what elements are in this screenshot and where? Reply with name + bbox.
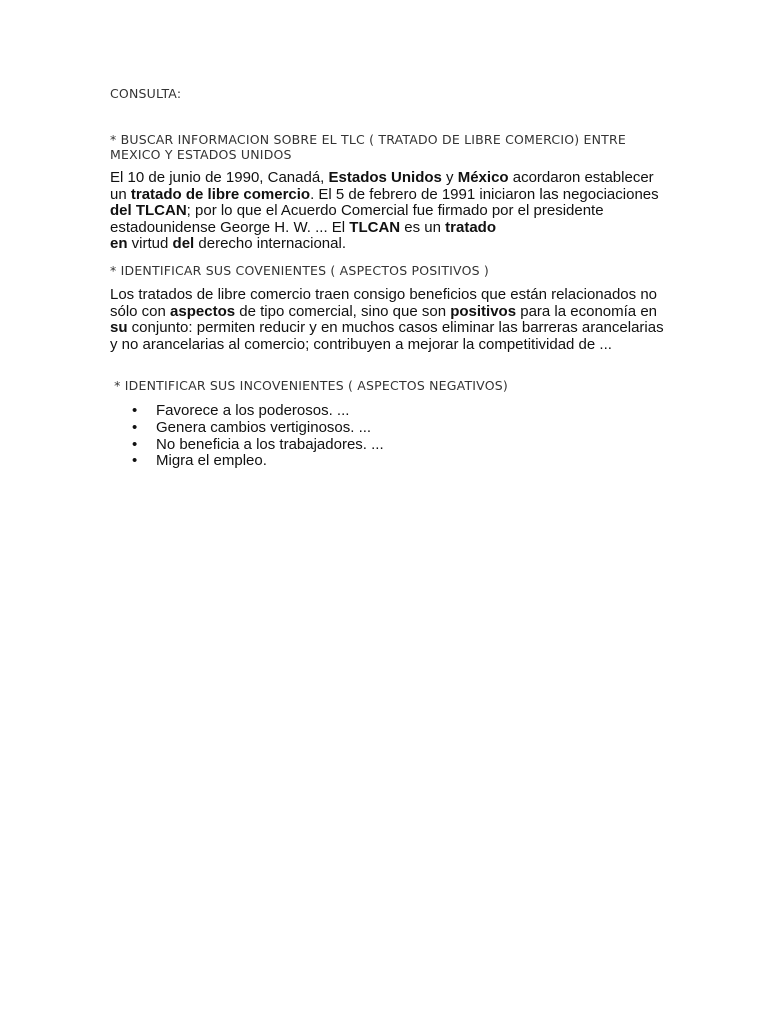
- p1-bold-tlcan: TLCAN: [349, 218, 401, 236]
- paragraph-positive-aspects: [110, 287, 666, 353]
- question-3: * IDENTIFICAR SUS INCOVENIENTES ( ASPECTOS NEGATIVOS): [110, 378, 508, 393]
- list-item: [132, 402, 676, 420]
- p2-text-4: conjunto: permiten reducir y en muchos casos eliminar las barreras arancelarias y no arancelarias al comercio; contribuyen a mejorar la competitividad de ...: [110, 319, 664, 353]
- p1-text-5: ; por lo que el Acuerdo Comercial fue firmado por el presidente estadounidense George H. W. ... El: [110, 202, 604, 236]
- bullet-icon: •: [132, 435, 138, 453]
- p2-bold-aspectos: aspectos: [170, 302, 236, 320]
- list-item-text: Migra el empleo.: [156, 452, 267, 470]
- p1-bold-estados-unidos: Estados Unidos: [328, 169, 442, 186]
- bullet-icon: •: [132, 402, 138, 419]
- consulta-heading: CONSULTA:: [110, 86, 182, 101]
- p1-bold-tratado-libre-comercio: tratado de libre comercio: [130, 185, 311, 203]
- list-item: [132, 452, 676, 470]
- p1-bold-tratado: tratado: [445, 218, 496, 236]
- question-2: * IDENTIFICAR SUS COVENIENTES ( ASPECTOS POSITIVOS ): [110, 263, 489, 278]
- bullet-icon: •: [132, 418, 138, 436]
- list-item-text: Genera cambios vertiginosos. ...: [156, 418, 372, 436]
- p1-bold-en: en: [110, 235, 128, 253]
- p2-bold-su: su: [110, 319, 128, 337]
- p1-text-7: virtud: [127, 235, 173, 253]
- list-item-text: No beneficia a los trabajadores. ...: [156, 435, 384, 453]
- p1-text-6: es un: [400, 218, 446, 236]
- p1-text-1: El 10 de junio de 1990, Canadá,: [110, 169, 329, 186]
- p2-text-3: para la economía en: [516, 302, 658, 320]
- list-item: [132, 418, 676, 437]
- paragraph-tlc-history: [110, 170, 666, 253]
- p1-text-3: acordaron establecer un: [110, 169, 654, 203]
- list-item-text: Favorece a los poderosos. ...: [156, 402, 350, 419]
- question-1: * BUSCAR INFORMACION SOBRE EL TLC ( TRATADO DE LIBRE COMERCIO) ENTRE MEXICO Y ESTADOS UNIDOS: [110, 132, 626, 162]
- p1-bold-mexico: México: [457, 169, 509, 186]
- bullet-icon: •: [132, 452, 138, 470]
- p1-text-2: y: [441, 169, 458, 186]
- p1-bold-del-tlcan: del TLCAN: [110, 202, 187, 220]
- negatives-list: [110, 403, 676, 470]
- p2-bold-positivos: positivos: [450, 302, 517, 320]
- p2-text-1: Los tratados de libre comercio traen consigo beneficios que están relacionados no sólo con: [110, 286, 658, 320]
- list-item: [132, 435, 676, 454]
- p1-text-4: . El 5 de febrero de 1991 iniciaron las negociaciones: [310, 185, 659, 203]
- p1-bold-del: del: [172, 235, 195, 253]
- p1-text-8: derecho internacional.: [194, 235, 346, 253]
- p2-text-2: de tipo comercial, sino que son: [235, 302, 451, 320]
